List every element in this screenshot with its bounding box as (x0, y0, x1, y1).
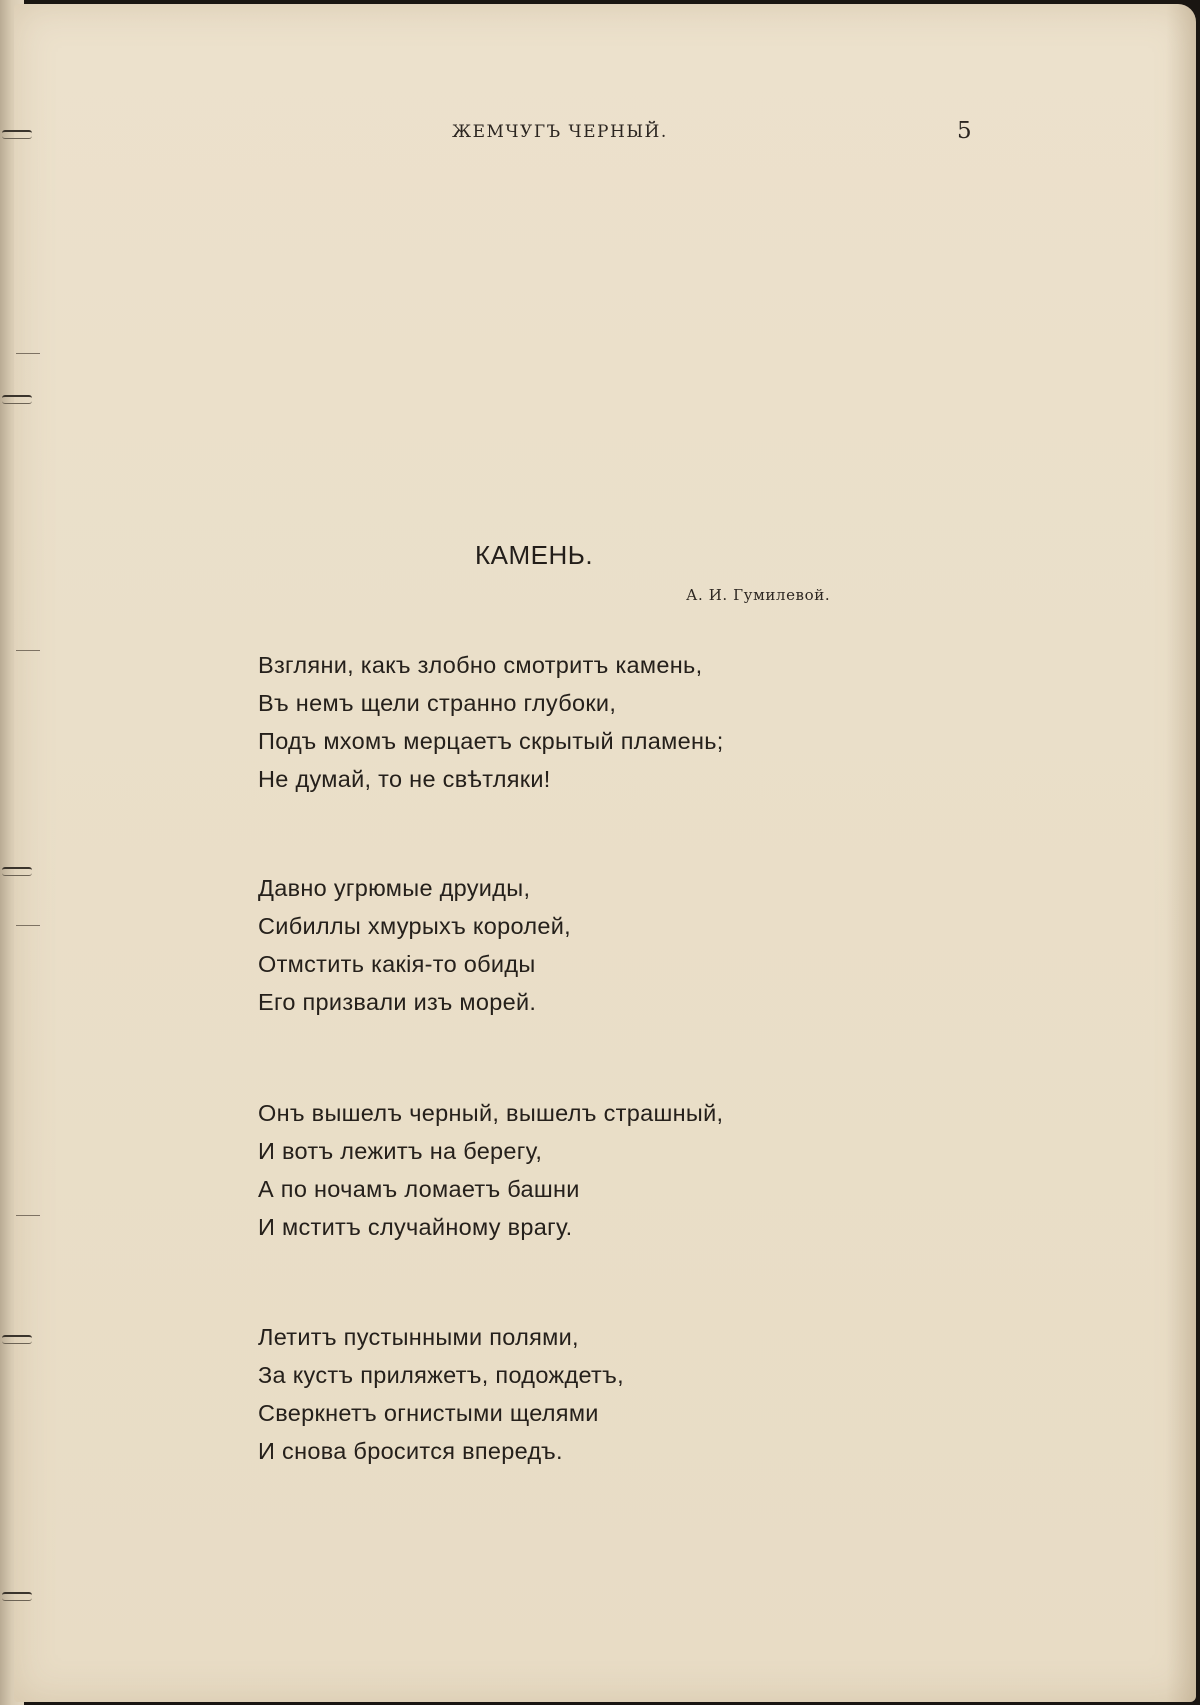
verse-line: Сибиллы хмурыхъ королей, (258, 913, 571, 939)
binding-mark (16, 353, 40, 354)
verse-line: И вотъ лежитъ на берегу, (258, 1138, 543, 1164)
verse-line: Взгляни, какъ злобно смотритъ камень, (258, 652, 703, 678)
verse-line: Подъ мхомъ мерцаетъ скрытый пламень; (258, 728, 724, 754)
running-header: ЖЕМЧУГЪ ЧЕРНЫЙ. (452, 122, 668, 142)
binding-mark (16, 1215, 40, 1216)
verse-line: И мститъ случайному врагу. (258, 1214, 573, 1240)
binding-stitch (2, 130, 32, 139)
poem-dedication: А. И. Гумилевой. (686, 586, 831, 604)
verse-line: Сверкнетъ огнистыми щелями (258, 1400, 599, 1426)
stanza-1 (258, 646, 724, 798)
verse-line: Онъ вышелъ черный, вышелъ страшный, (258, 1100, 724, 1126)
binding-stitch (2, 1592, 32, 1601)
stanza-3 (258, 1094, 723, 1246)
binding-mark (16, 925, 40, 926)
binding-stitch (2, 1335, 32, 1344)
verse-line: Въ немъ щели странно глубоки, (258, 690, 617, 716)
binding-stitch (2, 395, 32, 404)
stanza-4 (258, 1318, 624, 1470)
verse-line: И снова бросится впередъ. (258, 1438, 563, 1464)
binding-mark (16, 650, 40, 651)
verse-line: Его призвали изъ морей. (258, 989, 537, 1015)
verse-line: А по ночамъ ломаетъ башни (258, 1176, 580, 1202)
binding-stitch (2, 867, 32, 876)
poem-title: КАМЕНЬ. (475, 540, 594, 570)
verse-line: Не думай, то не свѣтляки! (258, 766, 551, 792)
verse-line: Давно угрюмые друиды, (258, 875, 531, 901)
verse-line: Летитъ пустынными полями, (258, 1324, 579, 1350)
verse-line: Отмстить какія-то обиды (258, 951, 536, 977)
stanza-2 (258, 869, 571, 1021)
verse-line: За кустъ приляжетъ, подождетъ, (258, 1362, 624, 1388)
page-number: 5 (957, 118, 972, 144)
